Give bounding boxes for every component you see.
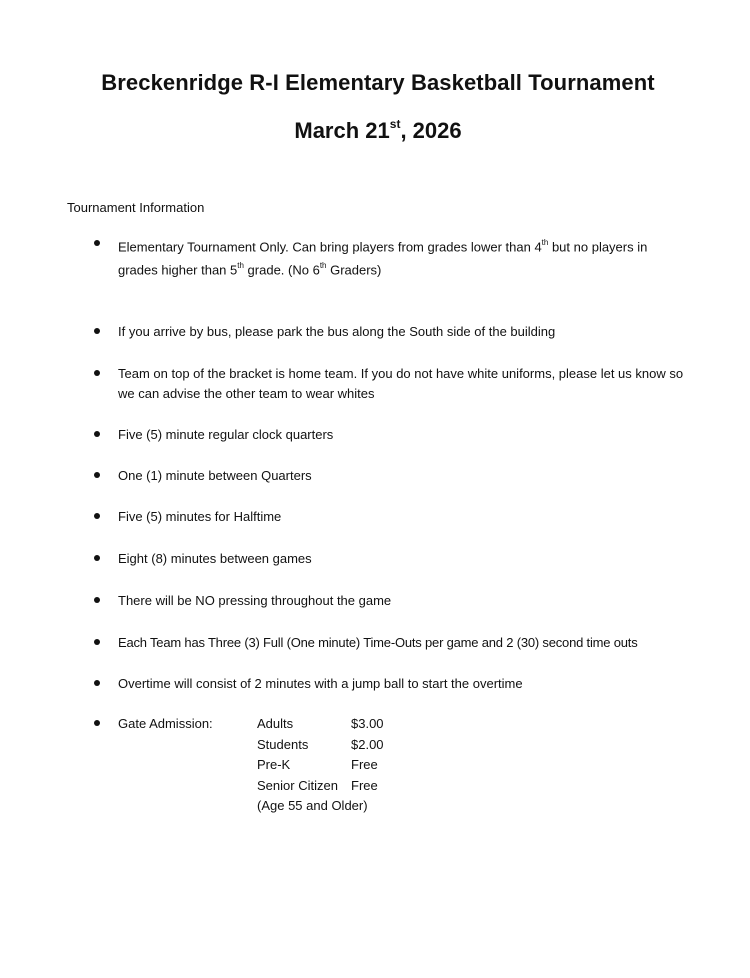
rule-item-overtime xyxy=(94,674,684,694)
bullet-icon xyxy=(94,513,100,519)
admission-note: (Age 55 and Older) xyxy=(257,798,368,813)
document-title: Breckenridge R-I Elementary Basketball Tournament xyxy=(101,70,655,95)
rule-text: Five (5) minutes for Halftime xyxy=(118,509,282,524)
ordinal-suffix: th xyxy=(541,238,549,247)
admission-category: Senior Citizen xyxy=(257,777,338,793)
bullet-icon xyxy=(94,472,100,478)
rule-item-timeouts xyxy=(94,633,684,653)
section-heading: Tournament Information xyxy=(67,200,205,215)
rule-text-part: Graders) xyxy=(326,262,382,278)
bullet-icon xyxy=(94,680,100,686)
bullet-icon xyxy=(94,597,100,603)
rule-item-halftime xyxy=(94,507,684,527)
rule-text: Eight (8) minutes between games xyxy=(118,551,312,566)
admission-category: Students xyxy=(257,736,309,752)
date-suffix: st xyxy=(389,116,401,131)
rule-text-part: grade. (No 6 xyxy=(243,262,320,278)
bullet-icon xyxy=(94,431,100,437)
bullet-icon xyxy=(94,639,100,645)
admission-price: $3.00 xyxy=(351,716,384,731)
rule-text: There will be NO pressing throughout the game xyxy=(118,593,392,608)
rule-item-bus xyxy=(94,322,684,342)
bullet-icon xyxy=(94,720,100,726)
ordinal-suffix: th xyxy=(237,261,244,271)
admission-price: Free xyxy=(351,777,378,793)
rule-text-part: but no players in grades higher than 5 xyxy=(118,239,648,278)
rule-text: Overtime will consist of 2 minutes with a jump ball to start the overtime xyxy=(118,676,523,691)
admission-category: Pre-K xyxy=(257,757,291,772)
rule-text: Each Team has Three (3) Full (One minute) Time-Outs per game and 2 (30) second time outs xyxy=(118,635,638,650)
rule-item-quarters xyxy=(94,425,684,445)
bullet-icon xyxy=(94,328,100,334)
admission-category: Adults xyxy=(257,716,294,731)
rule-text: Five (5) minute regular clock quarters xyxy=(118,427,334,442)
rule-text xyxy=(118,234,684,281)
admission-price: Free xyxy=(351,757,378,772)
date-main: March 21 xyxy=(294,118,390,143)
date-year: , 2026 xyxy=(400,118,462,143)
rule-item-home-team xyxy=(94,364,684,404)
ordinal-suffix: th xyxy=(319,261,327,271)
admission-price: $2.00 xyxy=(351,736,384,752)
rule-text-part: Elementary Tournament Only. Can bring players from grades lower than 4 xyxy=(118,239,542,255)
gate-admission-label: Gate Admission: xyxy=(118,716,213,731)
rule-item-grades xyxy=(94,234,684,278)
rule-item-between-quarters xyxy=(94,466,684,486)
bullet-icon xyxy=(94,240,100,246)
rule-item-between-games xyxy=(94,549,684,569)
bullet-icon xyxy=(94,555,100,561)
rule-text: Team on top of the bracket is home team. If you do not have white uniforms, please let us know so we can advise the other team to wear whites xyxy=(118,366,684,401)
rule-text: If you arrive by bus, please park the bus along the South side of the building xyxy=(118,324,556,339)
rule-text: One (1) minute between Quarters xyxy=(118,468,312,483)
document-date xyxy=(0,118,750,144)
bullet-icon xyxy=(94,370,100,376)
rule-item-gate-admission xyxy=(94,714,684,734)
rule-item-no-pressing xyxy=(94,591,684,611)
